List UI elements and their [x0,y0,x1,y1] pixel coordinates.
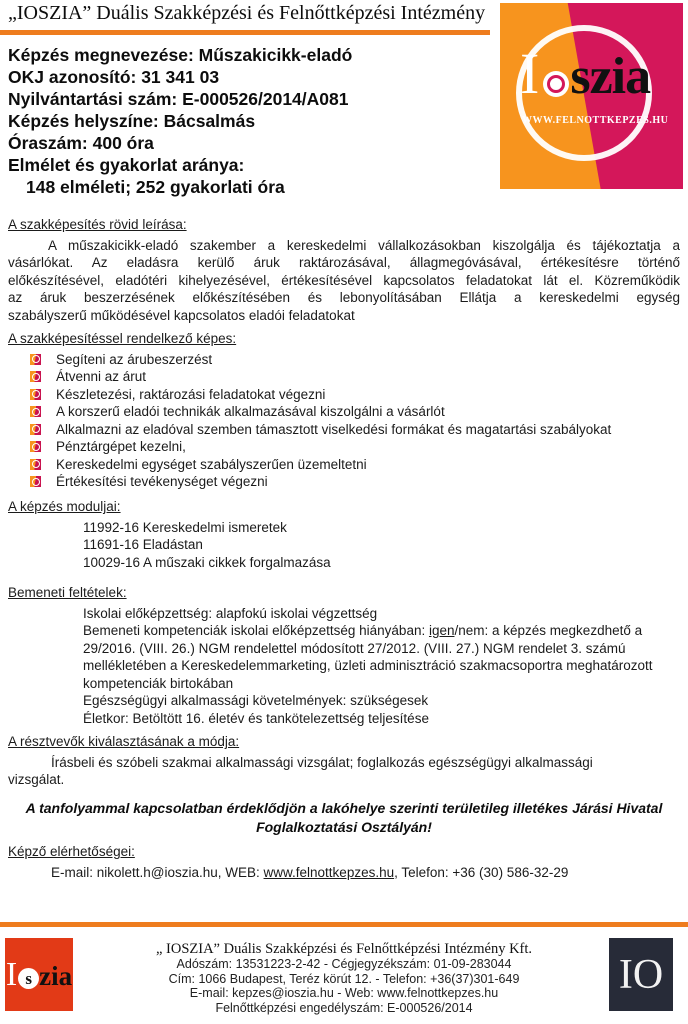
ioszia-bullet-icon [30,406,41,417]
entry-line: Iskolai előképzettség: alapfokú iskolai végzettség [83,605,378,621]
footer-company-name: „ IOSZIA” Duális Szakképzési és Felnőttképzési Intézmény Kft. [155,941,533,957]
contact-email-text: E-mail: nikolett.h@ioszia.hu, WEB: [51,864,264,880]
entry-line-text: /nem: a képzés megkezdhető a [454,623,643,638]
ioszia-bullet-icon [30,424,41,435]
section-selection [8,733,680,789]
competences-heading: A szakképesítéssel rendelkező képes: [8,331,237,346]
course-info-line: Óraszám: 400 óra [8,133,154,153]
list-item [8,351,680,369]
notice-line: A tanfolyammal kapcsolatban érdeklődjön a lakóhelye szerinti területileg illetékes Járási Hivatal [25,800,663,816]
footer-accent-line [0,922,688,927]
list-item [8,473,680,491]
short-description-heading: A szakképesítés rövid leírása: [8,217,187,232]
footer-ioszia-logo [5,938,73,1011]
list-item-label: Kereskedelmi egységet szabályszerűen üzemeltetni [56,456,367,472]
footer-logo-letter-s: s [25,968,32,988]
list-item [8,386,680,404]
course-info-line: Képzés megnevezése: Műszakicikk-eladó [8,45,353,65]
footer-license-line: Felnőttképzési engedélyszám: E-000526/2014 [215,1000,473,1015]
footer-contact-block [90,941,598,1015]
entry-line-text: Bemeneti kompetenciák iskolai előképzettség hiányában: [83,623,429,638]
list-item [8,403,680,421]
list-item-label: Átvenni az árut [56,369,147,384]
course-info-line: Elmélet és gyakorlat aránya: [8,155,245,175]
contact-heading: Képző elérhetőségei: [8,844,135,859]
short-description-paragraph [8,237,680,325]
course-info-line: 148 elméleti; 252 gyakorlati óra [26,177,285,197]
list-item [8,421,680,439]
footer-address-line: Cím: 1066 Budapest, Teréz körút 12. - Telefon: +36(37)301-649 [168,971,520,986]
entry-igen-underlined: igen [428,623,455,638]
section-short-description [8,216,680,324]
ioszia-bullet-icon [30,441,41,452]
footer-io-logo [609,938,673,1011]
list-item-label: A korszerű eladói technikák alkalmazásával kiszolgálni a vásárlót [56,404,445,419]
ioszia-bullet-icon [30,389,41,400]
modules-list [8,519,680,572]
contact-website-link[interactable]: www.felnottkepzes.hu [263,864,395,880]
header-accent-line [0,30,490,35]
notice-line: Foglalkoztatási Osztályán! [256,819,432,835]
ioszia-bullet-icon [30,354,41,365]
contact-line [8,864,680,882]
paragraph-line: szabályszerű működésével kapcsolatos eladói feladatokat [8,307,355,323]
footer-logo-letters-zia: zia [39,961,73,991]
selection-line: Írásbeli és szóbeli szakmai alkalmassági vizsgálat; foglalkozás egészségügyi alkalmassági [51,754,593,770]
list-item [8,456,680,474]
entry-line: kompetenciák birtokában [83,675,234,691]
selection-line: vizsgálat. [8,772,65,787]
list-item-label: Értékesítési tevékenységet végezni [56,474,268,489]
logo-letters-szia: szia [570,48,651,105]
footer-email-line: E-mail: kepzes@ioszia.hu - Web: www.felnottkepzes.hu [189,986,499,1000]
footer-tax-line: Adószám: 13531223-2-42 - Cégjegyzékszám: 01-09-283044 [176,957,512,971]
entry-line: Egészségügyi alkalmassági követelmények: szükségesek [83,693,429,708]
ioszia-bullet-icon [30,459,41,470]
contact-phone-text: , Telefon: +36 (30) 586-32-29 [394,864,569,880]
selection-heading: A résztvevők kiválasztásának a módja: [8,734,240,749]
logo-wordmark [520,41,651,106]
course-info-line: Képzés helyszíne: Bácsalmás [8,111,256,131]
list-item-label: Pénztárgépet kezelni, [56,439,186,454]
list-item [8,438,680,456]
footer-logo-letter-i: I [5,955,18,993]
course-info-line: OKJ azonosító: 31 341 03 [8,67,220,87]
footer-logo-circle-icon [18,968,39,989]
logo-website-text: WWW.FELNOTTKEPZES.HU [522,115,669,126]
competences-list [8,351,680,491]
entry-line: mellékletében a Kereskedelemmarketing, üzleti adminisztráció szakmacsoportra meghatározott [83,658,653,673]
section-modules [8,498,680,571]
ioszia-bullet-icon [30,371,41,382]
modules-heading: A képzés moduljai: [8,499,121,514]
entry-line [8,622,680,640]
page-title: „IOSZIA” Duális Szakképzési és Felnőttképzési Intézmény [8,2,486,24]
entry-heading: Bemeneti feltételek: [8,585,127,600]
ioszia-bullet-icon [30,476,41,487]
section-contact [8,843,680,881]
module-line: 11691-16 Eladástan [83,537,203,552]
module-line: 11992-16 Kereskedelmi ismeretek [83,519,287,535]
paragraph-line: előkészítésével, eladótéri kihelyezésével, értékesítésével kapcsolatos feladatokat lát el. Közreműködik [8,272,680,288]
paragraph-line: A műszakicikk-eladó szakember a kereskedelmi vállalkozásokban kiszolgálja és tájékoztatja a [48,237,680,253]
module-line: 10029-16 A műszaki cikkek forgalmazása [83,554,331,570]
paragraph-line: az áruk beszerzésének előkészítésében és lebonyolításában Ellátja a kereskedelmi egység [8,290,680,305]
notice-block [8,799,680,837]
logo-letter-i: I [520,41,540,106]
ioszia-logo [500,3,683,189]
paragraph-line: vásárlókat. Az eladásra kerülő áruk raktározásával, állagmegóvásával, értékesítésre történő [8,255,680,270]
entry-line: Életkor: Betöltött 16. életév és tankötelezettség teljesítése [83,710,429,726]
section-competences [8,330,680,491]
entry-line: 29/2016. (VIII. 26.) NGM rendelettel módosított 27/2012. (VIII. 27.) NGM rendelet 3. számú [83,640,626,656]
list-item-label: Segíteni az árubeszerzést [56,351,213,367]
course-info-line: Nyilvántartási szám: E-000526/2014/A081 [8,89,349,109]
list-item [8,368,680,386]
logo-circle-icon [543,71,569,97]
course-info-block [8,44,488,198]
list-item-label: Alkalmazni az eladóval szemben támasztott viselkedési formákat és magatartási szabályokat [56,421,612,437]
list-item-label: Készletezési, raktározási feladatokat végezni [56,386,326,402]
section-entry-requirements [8,584,680,727]
footer-io-text: IO [618,951,664,998]
